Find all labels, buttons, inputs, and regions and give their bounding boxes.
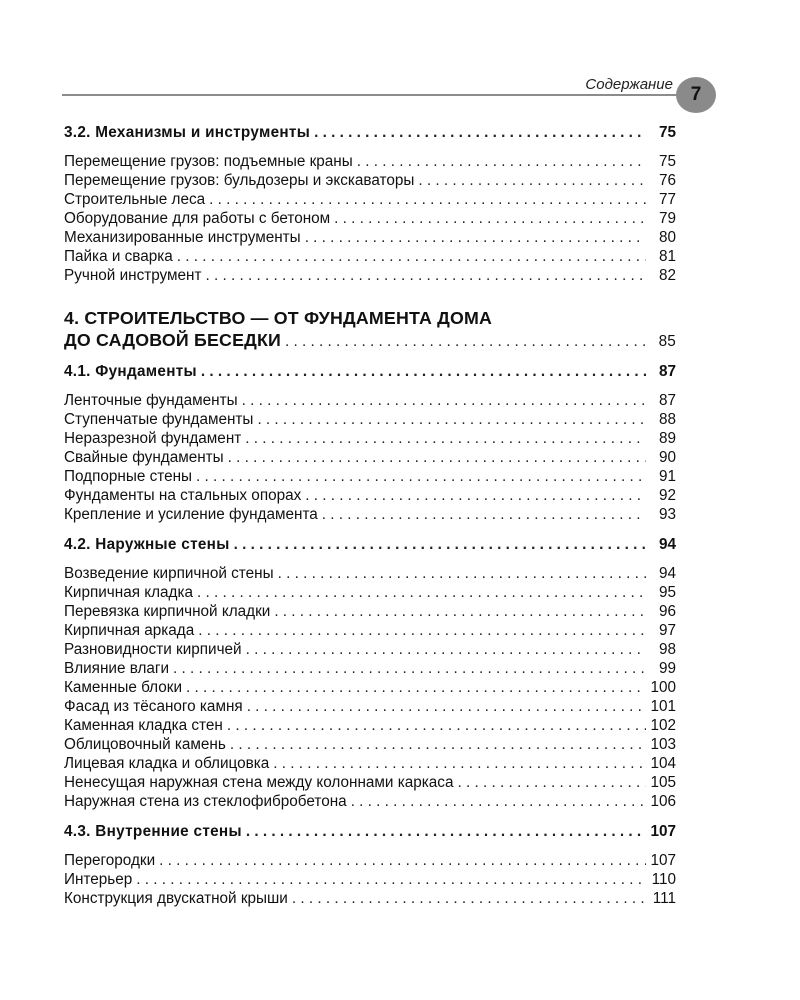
- toc-item-label: Кирпичная кладка: [64, 584, 194, 601]
- toc-page: 97: [658, 622, 676, 639]
- toc-leader: [242, 391, 646, 410]
- toc-item-label: Ленточные фундаменты: [64, 392, 238, 409]
- toc-page: 94: [658, 565, 676, 582]
- toc-item[interactable]: [64, 505, 676, 524]
- toc-page: 107: [650, 852, 676, 869]
- toc-page: 79: [658, 210, 676, 227]
- toc-item-label: Крепление и усиление фундамента: [64, 506, 318, 523]
- toc-item-label: Конструкция двускатной крыши: [64, 890, 288, 907]
- toc-list-4-3: [64, 851, 676, 908]
- toc-item-label: Разновидности кирпичей: [64, 641, 242, 658]
- toc-leader: [292, 889, 646, 908]
- toc-leader: [136, 870, 646, 889]
- toc-leader: [273, 754, 646, 773]
- toc-item-label: Ненесущая наружная стена между колоннами каркаса: [64, 774, 454, 791]
- toc-leader: [322, 505, 646, 524]
- toc-page: 93: [658, 506, 676, 523]
- toc-leader: [305, 228, 646, 247]
- toc-item-label: Пайка и сварка: [64, 248, 173, 265]
- toc-item-label: Строительные леса: [64, 191, 206, 208]
- toc-leader: [177, 247, 646, 266]
- toc-page: 87: [658, 363, 676, 380]
- toc-item-label: Интерьер: [64, 871, 133, 888]
- toc-chapter-4[interactable]: [64, 307, 676, 351]
- toc-item-label: Облицовочный камень: [64, 736, 226, 753]
- toc-item[interactable]: [64, 792, 676, 811]
- toc-item-label: Механизированные инструменты: [64, 229, 301, 246]
- toc-item-label: Кирпичная аркада: [64, 622, 195, 639]
- toc-item-label: Каменные блоки: [64, 679, 183, 696]
- toc-page: 103: [650, 736, 676, 753]
- toc-item[interactable]: [64, 716, 676, 735]
- toc-item-label: Фасад из тёсаного камня: [64, 698, 243, 715]
- toc-leader: [357, 152, 646, 171]
- toc-page: 76: [658, 172, 676, 189]
- toc-item[interactable]: [64, 410, 676, 429]
- toc-item[interactable]: [64, 735, 676, 754]
- toc-page: 96: [658, 603, 676, 620]
- toc-page: 107: [650, 823, 676, 840]
- page-number-badge: 7: [676, 77, 716, 113]
- toc-section-title: 4.3. Внутренние стены: [64, 823, 242, 840]
- toc-leader: [201, 360, 646, 383]
- toc-leader: [257, 410, 646, 429]
- toc-item[interactable]: [64, 247, 676, 266]
- toc-item-label: Перевязка кирпичной кладки: [64, 603, 271, 620]
- toc-page: 80: [658, 229, 676, 246]
- toc-leader: [334, 209, 646, 228]
- toc-item[interactable]: [64, 467, 676, 486]
- toc-item[interactable]: [64, 564, 676, 583]
- toc-list-4-1: [64, 391, 676, 524]
- toc-section-title: 4.1. Фундаменты: [64, 363, 197, 380]
- toc-item[interactable]: [64, 152, 676, 171]
- toc-item[interactable]: [64, 697, 676, 716]
- toc-item[interactable]: [64, 391, 676, 410]
- toc-page: 90: [658, 449, 676, 466]
- toc-item[interactable]: [64, 851, 676, 870]
- toc-page: 91: [658, 468, 676, 485]
- toc-page: 81: [658, 248, 676, 265]
- toc-item-label: Фундаменты на стальных опорах: [64, 487, 302, 504]
- toc-leader: [278, 564, 646, 583]
- toc-item-label: Возведение кирпичной стены: [64, 565, 274, 582]
- toc-leader: [246, 640, 646, 659]
- toc-leader: [418, 171, 646, 190]
- toc-leader: [227, 716, 646, 735]
- toc-item-label: Неразрезной фундамент: [64, 430, 242, 447]
- toc-item[interactable]: [64, 602, 676, 621]
- toc-item-label: Перемещение грузов: бульдозеры и экскаваторы: [64, 172, 415, 189]
- toc-section-4-3[interactable]: [64, 820, 676, 843]
- toc-leader: [274, 602, 646, 621]
- toc-leader: [209, 190, 646, 209]
- toc-section-3-2[interactable]: [64, 121, 676, 144]
- toc-item-label: Перемещение грузов: подъемные краны: [64, 153, 353, 170]
- toc-item[interactable]: [64, 171, 676, 190]
- toc-leader: [285, 331, 646, 353]
- chapter-title-line1: 4. СТРОИТЕЛЬСТВО — ОТ ФУНДАМЕНТА ДОМА: [64, 308, 493, 328]
- toc-item-label: Ступенчатые фундаменты: [64, 411, 254, 428]
- toc-item-label: Свайные фундаменты: [64, 449, 224, 466]
- header-rule: [62, 94, 684, 96]
- toc-item[interactable]: [64, 889, 676, 908]
- toc-item-label: Оборудование для работы с бетоном: [64, 210, 331, 227]
- toc-leader: [305, 486, 646, 505]
- toc-item[interactable]: [64, 266, 676, 285]
- toc-item[interactable]: [64, 209, 676, 228]
- running-header: Содержание: [585, 76, 673, 93]
- toc-page: 88: [658, 411, 676, 428]
- toc-section-title: 4.2. Наружные стены: [64, 536, 230, 553]
- toc-item[interactable]: [64, 678, 676, 697]
- toc-item[interactable]: [64, 448, 676, 467]
- toc-page: 110: [651, 871, 676, 888]
- toc-item-label: Перегородки: [64, 852, 156, 869]
- toc-item[interactable]: [64, 190, 676, 209]
- toc-leader: [234, 533, 646, 556]
- chapter-title-line2: ДО САДОВОЙ БЕСЕДКИ: [64, 330, 282, 350]
- toc-item[interactable]: [64, 228, 676, 247]
- toc-leader: [198, 621, 646, 640]
- toc-page: 101: [650, 698, 676, 715]
- toc-item[interactable]: [64, 773, 676, 792]
- toc-page: 111: [652, 890, 676, 907]
- toc-item[interactable]: [64, 486, 676, 505]
- toc-section-4-1[interactable]: [64, 360, 676, 383]
- toc-item[interactable]: [64, 754, 676, 773]
- toc-page: 75: [658, 153, 676, 170]
- toc-leader: [206, 266, 646, 285]
- toc-item[interactable]: [64, 583, 676, 602]
- toc-page: 104: [650, 755, 676, 772]
- toc-leader: [159, 851, 646, 870]
- toc-page: 94: [658, 536, 676, 553]
- toc-item-label: Подпорные стены: [64, 468, 193, 485]
- toc-leader: [228, 448, 646, 467]
- toc-leader: [197, 583, 646, 602]
- toc-item-label: Наружная стена из стеклофибробетона: [64, 793, 347, 810]
- toc-leader: [173, 659, 646, 678]
- toc-page: 92: [658, 487, 676, 504]
- toc-page: 99: [658, 660, 676, 677]
- toc-section-4-2[interactable]: [64, 533, 676, 556]
- toc-leader: [245, 429, 646, 448]
- toc-item-label: Каменная кладка стен: [64, 717, 223, 734]
- toc-item[interactable]: [64, 640, 676, 659]
- toc-page: 82: [658, 267, 676, 284]
- toc-item-label: Ручной инструмент: [64, 267, 202, 284]
- toc-leader: [247, 697, 646, 716]
- toc-item[interactable]: [64, 870, 676, 889]
- toc-page: 98: [658, 641, 676, 658]
- toc-leader: [230, 735, 646, 754]
- toc-page: 100: [650, 679, 676, 696]
- toc-page: 102: [650, 717, 676, 734]
- toc-section-title: 3.2. Механизмы и инструменты: [64, 124, 311, 141]
- toc-leader: [186, 678, 646, 697]
- toc-leader: [314, 121, 646, 144]
- toc-item-label: Лицевая кладка и облицовка: [64, 755, 270, 772]
- toc-leader: [351, 792, 646, 811]
- toc-list-3-2: [64, 152, 676, 285]
- toc-page: 77: [658, 191, 676, 208]
- toc-page: 75: [658, 124, 676, 141]
- toc-leader: [457, 773, 646, 792]
- toc-item-label: Влияние влаги: [64, 660, 170, 677]
- table-of-contents: [64, 121, 676, 908]
- toc-leader: [246, 820, 646, 843]
- toc-list-4-2: [64, 564, 676, 811]
- toc-page: 85: [658, 333, 676, 350]
- toc-page: 95: [658, 584, 676, 601]
- toc-item[interactable]: [64, 429, 676, 448]
- toc-item[interactable]: [64, 659, 676, 678]
- toc-page: 87: [658, 392, 676, 409]
- toc-page: 89: [658, 430, 676, 447]
- toc-page: 106: [650, 793, 676, 810]
- toc-page: 105: [650, 774, 676, 791]
- toc-leader: [196, 467, 646, 486]
- toc-item[interactable]: [64, 621, 676, 640]
